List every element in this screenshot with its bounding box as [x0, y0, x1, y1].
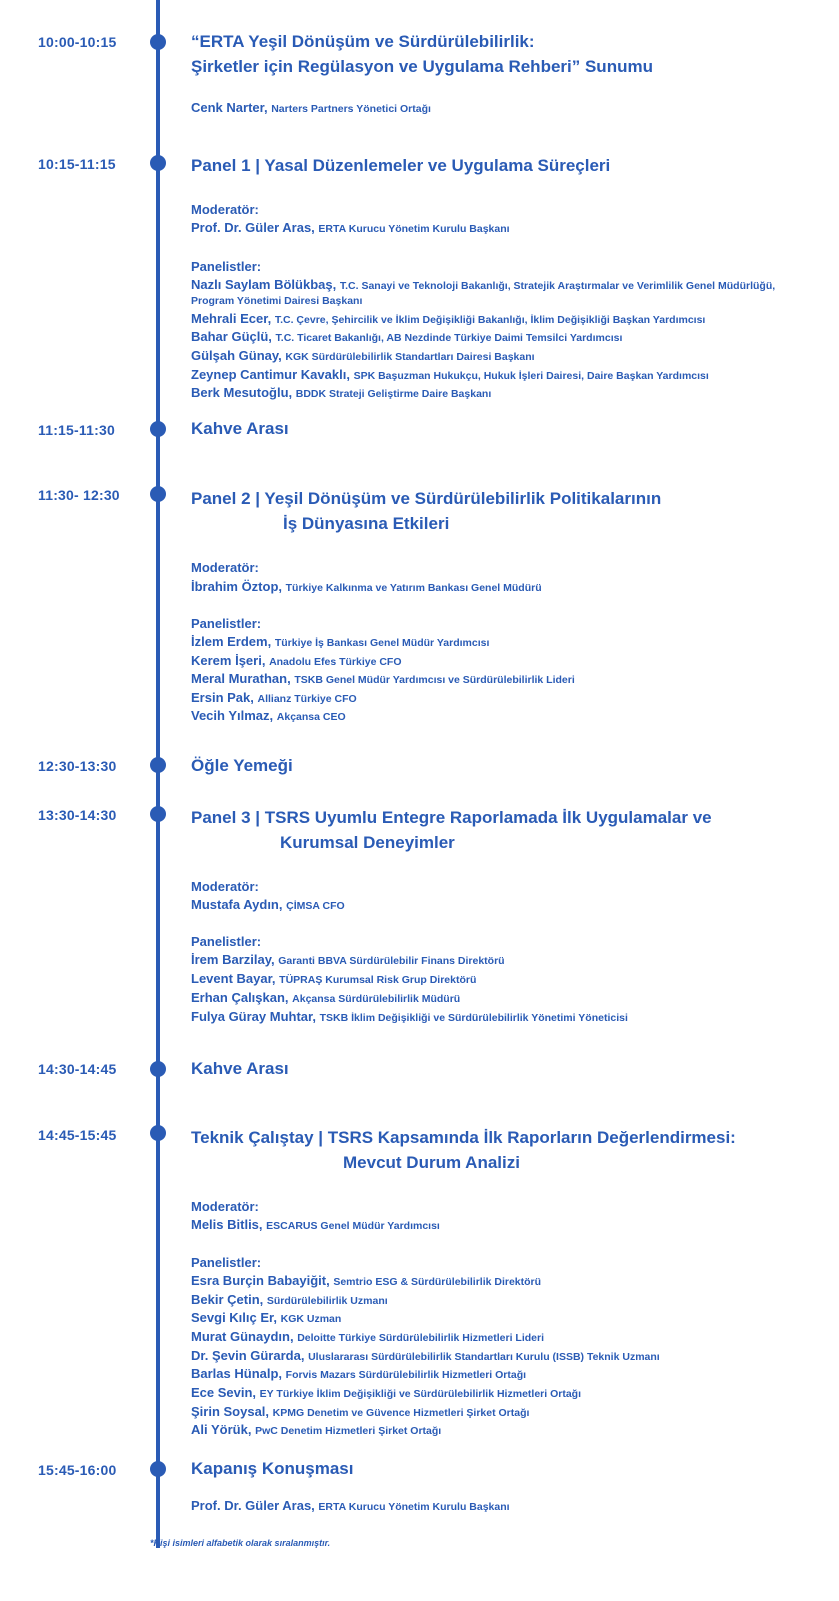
session-time: 14:30-14:45: [38, 1061, 117, 1077]
panelist: Ece Sevin, EY Türkiye İklim Değişikliği ve Sürdürülebilirlik Hizmetleri Ortağı: [191, 1385, 581, 1400]
panelist: Esra Burçin Babayiğit, Semtrio ESG & Sürdürülebilirlik Direktörü: [191, 1273, 542, 1288]
session-title: Öğle Yemeği: [191, 756, 293, 775]
panelist: İrem Barzilay, Garanti BBVA Sürdürülebilir Finans Direktörü: [191, 952, 505, 967]
panelist: Fulya Güray Muhtar, TSKB İklim Değişikliği ve Sürdürülebilirlik Yönetimi Yöneticisi: [191, 1009, 628, 1024]
session-time: 11:15-11:30: [38, 422, 115, 438]
panelist: Erhan Çalışkan, Akçansa Sürdürülebilirlik Müdürü: [191, 990, 461, 1005]
panelist: Kerem İşeri, Anadolu Efes Türkiye CFO: [191, 653, 402, 668]
timeline-dot: [150, 757, 166, 773]
session-title: Kapanış Konuşması: [191, 1459, 354, 1478]
moderator-label: Moderatör:: [191, 879, 259, 894]
session-time: 13:30-14:30: [38, 807, 117, 823]
panelist: Nazlı Saylam Bölükbaş, T.C. Sanayi ve Teknoloji Bakanlığı, Stratejik Araştırmalar ve Verimlilik Genel Müdürlüğü, Program Yönetimi Dairesi Başkanı: [191, 277, 776, 307]
moderator: Mustafa Aydın, ÇİMSA CFO: [191, 897, 345, 912]
moderator-label: Moderatör:: [191, 202, 259, 217]
footnote: *Kişi isimleri alfabetik olarak sıralanmıştır.: [150, 1538, 331, 1548]
panelist: Levent Bayar, TÜPRAŞ Kurumsal Risk Grup Direktörü: [191, 971, 477, 986]
session-title: Teknik Çalıştay | TSRS Kapsamında İlk Raporların Değerlendirmesi:: [191, 1128, 736, 1147]
panelist: Dr. Şevin Gürarda, Uluslararası Sürdürülebilirlik Standartları Kurulu (ISSB) Teknik Uzmanı: [191, 1348, 660, 1363]
timeline-dot: [150, 34, 166, 50]
panelists-label: Panelistler:: [191, 934, 262, 949]
panelist: Ali Yörük, PwC Denetim Hizmetleri Şirket Ortağı: [191, 1422, 442, 1437]
session-title-line2: İş Dünyasına Etkileri: [283, 514, 450, 533]
timeline-dot: [150, 1125, 166, 1141]
panelists-label: Panelistler:: [191, 259, 262, 274]
session-title: Panel 2 | Yeşil Dönüşüm ve Sürdürülebilirlik Politikalarının: [191, 489, 662, 508]
panelist: İzlem Erdem, Türkiye İş Bankası Genel Müdür Yardımcısı: [191, 634, 490, 649]
panelist: Murat Günaydın, Deloitte Türkiye Sürdürülebilirlik Hizmetleri Lideri: [191, 1329, 544, 1344]
session-time: 10:00-10:15: [38, 34, 117, 50]
session-title-line2: Şirketler için Regülasyon ve Uygulama Rehberi” Sunumu: [191, 57, 653, 76]
moderator-label: Moderatör:: [191, 560, 259, 575]
moderator-label: Moderatör:: [191, 1199, 259, 1214]
session-title: Kahve Arası: [191, 419, 289, 438]
moderator: İbrahim Öztop, Türkiye Kalkınma ve Yatırım Bankası Genel Müdürü: [191, 579, 542, 594]
session-time: 10:15-11:15: [38, 156, 116, 172]
moderator: Melis Bitlis, ESCARUS Genel Müdür Yardımcısı: [191, 1217, 440, 1232]
panelist: Zeynep Cantimur Kavaklı, SPK Başuzman Hukukçu, Hukuk İşleri Dairesi, Daire Başkan Yardımcısı: [191, 367, 709, 382]
session-time: 14:45-15:45: [38, 1127, 117, 1143]
panelist: Ersin Pak, Allianz Türkiye CFO: [191, 690, 357, 705]
speaker: Cenk Narter, Narters Partners Yönetici Ortağı: [191, 100, 431, 115]
panelist: Şirin Soysal, KPMG Denetim ve Güvence Hizmetleri Şirket Ortağı: [191, 1404, 530, 1419]
panelist: Mehrali Ecer, T.C. Çevre, Şehircilik ve İklim Değişikliği Bakanlığı, İklim Değişikliği Başkan Yardımcısı: [191, 311, 706, 326]
session-title: “ERTA Yeşil Dönüşüm ve Sürdürülebilirlik:: [191, 32, 535, 51]
moderator: Prof. Dr. Güler Aras, ERTA Kurucu Yönetim Kurulu Başkanı: [191, 220, 510, 235]
panelist: Bekir Çetin, Sürdürülebilirlik Uzmanı: [191, 1292, 388, 1307]
panelists-label: Panelistler:: [191, 616, 262, 631]
session-time: 11:30- 12:30: [38, 487, 120, 503]
timeline-dot: [150, 806, 166, 822]
timeline-dot: [150, 155, 166, 171]
panelists-label: Panelistler:: [191, 1255, 262, 1270]
session-title: Panel 3 | TSRS Uyumlu Entegre Raporlamada İlk Uygulamalar ve: [191, 808, 712, 827]
panelist: Gülşah Günay, KGK Sürdürülebilirlik Standartları Dairesi Başkanı: [191, 348, 535, 363]
session-time: 12:30-13:30: [38, 758, 117, 774]
timeline-dot: [150, 486, 166, 502]
speaker: Prof. Dr. Güler Aras, ERTA Kurucu Yönetim Kurulu Başkanı: [191, 1498, 510, 1513]
panelist: Sevgi Kılıç Er, KGK Uzman: [191, 1310, 342, 1325]
panelist: Barlas Hünalp, Forvis Mazars Sürdürülebilirlik Hizmetleri Ortağı: [191, 1366, 527, 1381]
panelist: Bahar Güçlü, T.C. Ticaret Bakanlığı, AB Nezdinde Türkiye Daimi Temsilci Yardımcısı: [191, 329, 623, 344]
session-title-line2: Kurumsal Deneyimler: [280, 833, 455, 852]
timeline-dot: [150, 1461, 166, 1477]
panelist: Vecih Yılmaz, Akçansa CEO: [191, 708, 346, 723]
session-title: Panel 1 | Yasal Düzenlemeler ve Uygulama Süreçleri: [191, 156, 611, 175]
session-time: 15:45-16:00: [38, 1462, 117, 1478]
panelist: Meral Murathan, TSKB Genel Müdür Yardımcısı ve Sürdürülebilirlik Lideri: [191, 671, 575, 686]
timeline-line: [156, 0, 160, 1548]
timeline-dot: [150, 421, 166, 437]
session-title: Kahve Arası: [191, 1059, 289, 1078]
session-title-line2: Mevcut Durum Analizi: [343, 1153, 520, 1172]
timeline-dot: [150, 1061, 166, 1077]
panelist: Berk Mesutoğlu, BDDK Strateji Geliştirme Daire Başkanı: [191, 385, 492, 400]
